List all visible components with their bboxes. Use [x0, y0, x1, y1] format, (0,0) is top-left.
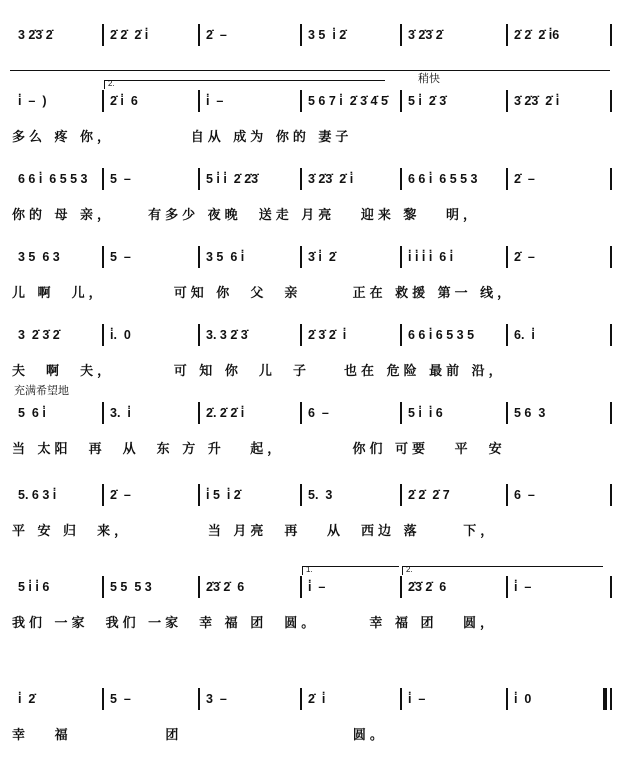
barline — [198, 168, 200, 190]
score-system — [0, 322, 619, 382]
measure-notes: 3̇ i̇ 2̇ — [308, 250, 336, 264]
barline — [610, 688, 612, 710]
lyrics-line: 夫 啊 夫， 可 知 你 儿 子 也在 危险 最前 沿， — [12, 364, 506, 379]
barline — [102, 324, 104, 346]
lyrics-line: 儿 啊 儿， 可知 你 父 亲 正在 救援 第一 线， — [12, 286, 515, 301]
score-system — [0, 565, 619, 634]
measure-notes: 6 6 i̇ 6 5 3 5 — [408, 328, 475, 342]
tempo-marking: 稍快 — [418, 72, 440, 85]
barline — [300, 324, 302, 346]
barline — [400, 576, 402, 598]
barline — [400, 246, 402, 268]
barline — [300, 402, 302, 424]
measure-notes: 2̇ 2̇ 2̇ i̇6 — [514, 28, 560, 42]
barline — [610, 484, 612, 506]
measure-notes: i̇ i̇ i̇ i̇ 6 i̇ — [408, 250, 454, 264]
barline — [198, 324, 200, 346]
measure-notes: 5 i̇ i̇ 6 — [408, 406, 443, 420]
barline — [300, 576, 302, 598]
score-system — [0, 22, 619, 82]
measure-notes: i̇ 5 i̇ 2̇ — [206, 488, 241, 502]
measure-notes: 3̇ 2̇3̇ 2̇ — [408, 28, 443, 42]
measure-notes: 3 5 6 3 — [18, 250, 60, 264]
barline — [506, 484, 508, 506]
barline — [506, 90, 508, 112]
barline — [506, 576, 508, 598]
measure-notes: 5 5 5 3 — [110, 580, 152, 594]
barline — [102, 246, 104, 268]
measure-notes: i̇ – — [514, 580, 532, 594]
measure-notes: 5 i̇ i̇ 6 — [18, 580, 50, 594]
measure-notes: 5 – — [110, 172, 131, 186]
barline — [198, 688, 200, 710]
measure-notes: 5. 6 3 i̇ — [18, 488, 57, 502]
measure-notes: 3 2̇ 3̇ 2̇ — [18, 328, 60, 342]
barline — [102, 24, 104, 46]
measure-notes: 3 5 i̇ 2̇ — [308, 28, 347, 42]
volta-bracket — [402, 566, 603, 575]
barline — [102, 168, 104, 190]
measure-notes: i̇ – ) — [18, 94, 47, 108]
measure-notes: 2̇ – — [514, 172, 535, 186]
score-system — [0, 384, 619, 460]
measure-notes: i̇ – — [308, 580, 326, 594]
measure-notes: 5. 3 — [308, 488, 333, 502]
measure-notes: 2̇3̇ 2̇ 6 — [206, 580, 245, 594]
measure-notes: 5 i̇ 2̇ 3̇ — [408, 94, 447, 108]
lyrics-line: 平 安 归 来， 当 月亮 再 从 西边 落 下， — [12, 524, 498, 539]
barline — [400, 484, 402, 506]
measure-notes: 2̇ – — [110, 488, 131, 502]
barline — [102, 576, 104, 598]
barline — [198, 484, 200, 506]
measure-notes: 6. i̇ — [514, 328, 535, 342]
measure-notes: 6 6 i̇ 6 5 5 3 — [18, 172, 88, 186]
measure-notes: 3. i̇ — [110, 406, 131, 420]
measure-notes: 5 – — [110, 250, 131, 264]
score-system — [0, 72, 619, 148]
volta-bracket — [104, 80, 385, 89]
measure-notes: 5 i̇ i̇ 2̇ 2̇3̇ — [206, 172, 259, 186]
measure-notes: i̇ – — [408, 692, 426, 706]
barline — [400, 688, 402, 710]
measure-notes: i̇. 0 — [110, 328, 131, 342]
volta-label: 1. — [306, 565, 313, 574]
volta-label: 2. — [406, 565, 413, 574]
score-system — [0, 244, 619, 304]
measure-notes: 2̇ 2̇ 2̇ 7 — [408, 488, 450, 502]
barline — [400, 168, 402, 190]
barline — [400, 90, 402, 112]
score-system — [0, 166, 619, 226]
measure-notes: 6 6 i̇ 6 5 5 3 — [408, 172, 478, 186]
barline — [300, 168, 302, 190]
measure-notes: 3 – — [206, 692, 227, 706]
barline — [198, 402, 200, 424]
lyrics-line: 我们 一家 我们 一家 幸 福 团 圆。 幸 福 团 圆， — [12, 616, 498, 631]
measure-notes: 5 – — [110, 692, 131, 706]
measure-notes: i̇ – — [206, 94, 224, 108]
measure-notes: 2̇ i̇ — [308, 692, 326, 706]
measure-notes: 2̇ – — [206, 28, 227, 42]
barline — [610, 246, 612, 268]
final-barline — [603, 688, 607, 710]
barline — [300, 24, 302, 46]
barline — [610, 402, 612, 424]
barline — [198, 576, 200, 598]
measure-notes: 2̇ – — [514, 250, 535, 264]
barline — [300, 246, 302, 268]
tempo-marking: 充满希望地 — [14, 384, 69, 397]
barline — [300, 90, 302, 112]
lyrics-line: 你的 母 亲， 有多少 夜晚 送走 月亮 迎来 黎 明， — [12, 208, 480, 223]
volta-bracket — [302, 566, 399, 575]
measure-notes: 2̇. 2̇ 2̇ i̇ — [206, 406, 245, 420]
measure-notes: 5 6 7 i̇ 2̇ 3̇ 4̇ 5̇ — [308, 94, 388, 108]
barline — [102, 90, 104, 112]
barline — [610, 168, 612, 190]
barline — [102, 402, 104, 424]
barline — [610, 90, 612, 112]
measure-notes: i̇ 2̇ — [18, 692, 36, 706]
barline — [610, 576, 612, 598]
barline — [610, 24, 612, 46]
measure-notes: 2̇ 3̇ 2̇ i̇ — [308, 328, 347, 342]
measure-notes: 6 – — [308, 406, 329, 420]
barline — [506, 402, 508, 424]
barline — [198, 90, 200, 112]
measure-notes: 2̇ 2̇ 2̇ i̇ — [110, 28, 149, 42]
measure-notes: 6 – — [514, 488, 535, 502]
measure-notes: i̇ 0 — [514, 692, 532, 706]
barline — [506, 246, 508, 268]
lyrics-line: 幸 福 团 圆。 — [12, 728, 387, 743]
barline — [400, 402, 402, 424]
staff-separator — [10, 70, 610, 71]
measure-notes: 3̇ 2̇3̇ 2̇ i̇ — [514, 94, 560, 108]
volta-label: 2. — [108, 79, 115, 88]
measure-notes: 2̇ i̇ 6 — [110, 94, 138, 108]
score-system — [0, 482, 619, 542]
barline — [506, 168, 508, 190]
measure-notes: 3 2̇3̇ 2̇ — [18, 28, 53, 42]
barline — [102, 484, 104, 506]
measure-notes: 2̇3̇ 2̇ 6 — [408, 580, 447, 594]
barline — [610, 324, 612, 346]
barline — [506, 688, 508, 710]
measure-notes: 3 5 6 i̇ — [206, 250, 245, 264]
barline — [506, 324, 508, 346]
measure-notes: 3̇ 2̇3̇ 2̇ i̇ — [308, 172, 354, 186]
barline — [506, 24, 508, 46]
barline — [400, 324, 402, 346]
measure-notes: 5 6 3 — [514, 406, 546, 420]
barline — [300, 688, 302, 710]
barline — [400, 24, 402, 46]
measure-notes: 3. 3 2̇ 3̇ — [206, 328, 248, 342]
barline — [198, 24, 200, 46]
barline — [300, 484, 302, 506]
measure-notes: 5 6 i̇ — [18, 406, 46, 420]
barline — [198, 246, 200, 268]
lyrics-line: 多么 疼 你， 自从 成为 你的 妻子 — [12, 130, 353, 145]
score-system — [0, 686, 619, 746]
lyrics-line: 当 太阳 再 从 东 方 升 起， 你们 可要 平 安 — [12, 442, 506, 457]
barline — [102, 688, 104, 710]
